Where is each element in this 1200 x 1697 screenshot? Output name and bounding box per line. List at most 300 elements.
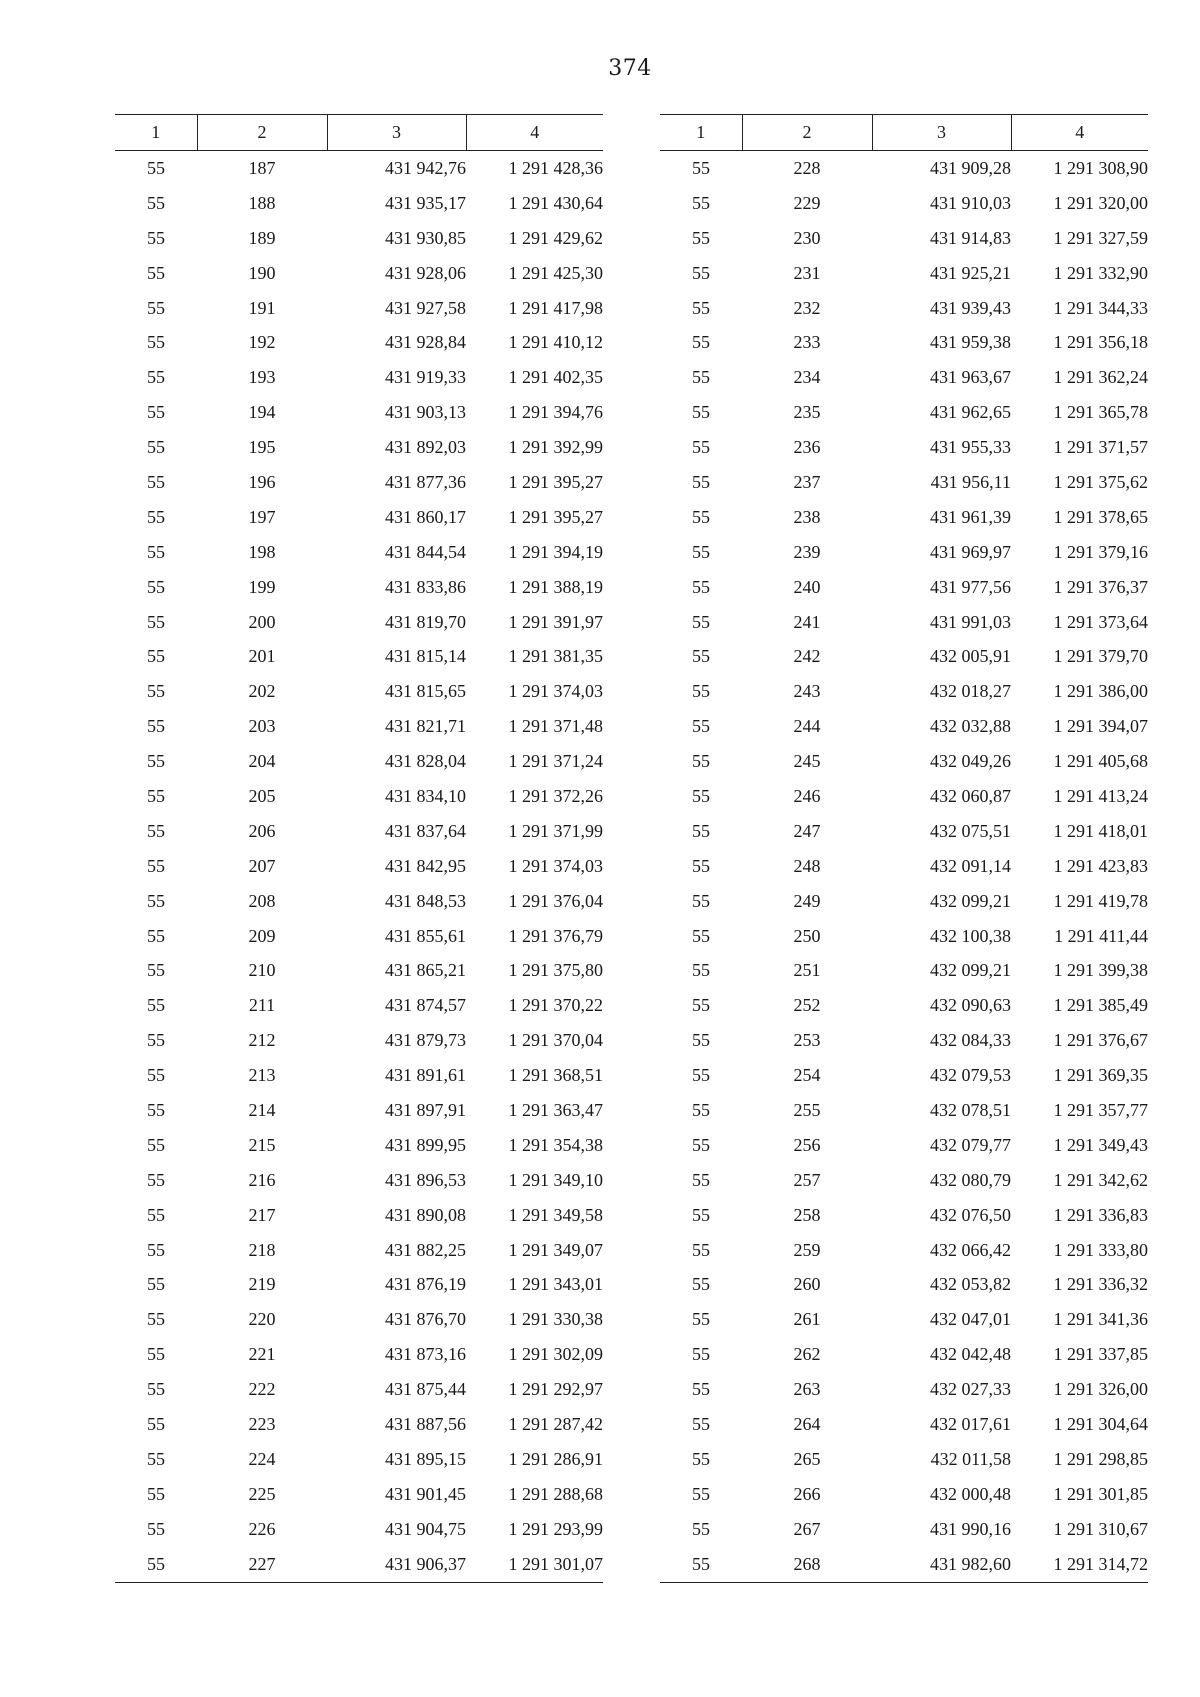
coordinate-x-cell: 431 815,14 [385,646,466,667]
coordinate-x-cell: 431 876,19 [385,1274,466,1295]
coordinate-x-cell: 431 874,57 [385,995,466,1016]
coordinate-x-cell: 431 834,10 [385,785,466,806]
table-row [660,360,1148,395]
coordinate-x-cell: 432 027,33 [930,1379,1011,1400]
point-number-cell: 203 [248,716,276,737]
point-number-cell: 241 [793,611,821,632]
contour-number-cell: 55 [692,1414,710,1434]
table-row [660,884,1148,919]
table-row [660,744,1148,779]
coordinate-y-cell: 1 291 376,37 [1053,576,1148,597]
coordinate-x-cell: 431 833,86 [385,576,466,597]
contour-number-cell: 55 [692,227,710,248]
coordinate-x-cell: 431 925,21 [930,262,1011,283]
coordinate-y-cell: 1 291 376,79 [508,925,603,946]
point-number-cell: 247 [793,820,821,841]
coordinate-x-cell: 432 075,51 [930,820,1011,841]
coordinate-x-cell: 431 977,56 [930,576,1011,597]
coordinate-x-cell: 432 099,21 [930,960,1011,981]
point-number-cell: 253 [793,1030,821,1051]
coordinate-x-cell: 431 909,28 [930,157,1011,178]
coordinate-x-cell: 431 899,95 [385,1134,466,1155]
table-row [660,221,1148,256]
coordinate-x-cell: 432 017,61 [930,1414,1011,1434]
coordinate-y-cell: 1 291 310,67 [1053,1518,1148,1539]
coordinate-y-cell: 1 291 372,26 [508,785,603,806]
coordinate-x-cell: 431 873,16 [385,1344,466,1365]
coordinate-x-cell: 431 865,21 [385,960,466,981]
contour-number-cell: 55 [147,1030,165,1051]
table-row [660,1337,1148,1372]
table-row [115,1512,603,1547]
coordinate-x-cell: 432 018,27 [930,681,1011,702]
point-number-cell: 189 [248,227,276,248]
coordinate-x-cell: 431 891,61 [385,1065,466,1086]
coordinate-y-cell: 1 291 399,38 [1053,960,1148,981]
coordinate-y-cell: 1 291 326,00 [1053,1379,1148,1400]
contour-number-cell: 55 [692,1309,710,1330]
point-number-cell: 188 [248,192,276,213]
coordinate-x-cell: 432 053,82 [930,1274,1011,1295]
table-row [660,674,1148,709]
coordinate-x-cell: 431 821,71 [385,716,466,737]
point-number-cell: 217 [248,1204,276,1225]
coordinate-y-cell: 1 291 425,30 [508,262,603,283]
coordinate-x-cell: 432 066,42 [930,1239,1011,1260]
contour-number-cell: 55 [692,820,710,841]
column-header-4: 4 [466,115,603,151]
coordinate-x-cell: 432 078,51 [930,1099,1011,1120]
point-number-cell: 225 [248,1483,276,1504]
contour-number-cell: 55 [692,646,710,667]
coordinate-x-cell: 431 819,70 [385,611,466,632]
contour-number-cell: 55 [147,1483,165,1504]
page-number: 374 [608,56,652,81]
coordinate-x-cell: 431 855,61 [385,925,466,946]
table-row [115,1163,603,1198]
point-number-cell: 206 [248,820,276,841]
coordinate-y-cell: 1 291 410,12 [508,332,603,353]
point-number-cell: 236 [793,437,821,458]
contour-number-cell: 55 [147,785,165,806]
coordinate-x-cell: 431 927,58 [385,297,466,318]
coordinate-y-cell: 1 291 379,16 [1053,541,1148,562]
point-number-cell: 251 [793,960,821,981]
coordinate-x-cell: 431 903,13 [385,402,466,423]
coordinate-x-cell: 431 896,53 [385,1169,466,1190]
contour-number-cell: 55 [147,1309,165,1330]
coordinate-y-cell: 1 291 395,27 [508,471,603,492]
coordinate-y-cell: 1 291 356,18 [1053,332,1148,353]
coordinate-y-cell: 1 291 375,80 [508,960,603,981]
point-number-cell: 230 [793,227,821,248]
coordinate-x-cell: 431 895,15 [385,1448,466,1469]
coordinate-x-cell: 431 837,64 [385,820,466,841]
coordinate-x-cell: 431 939,43 [930,297,1011,318]
contour-number-cell: 55 [147,681,165,702]
table-row [660,1268,1148,1303]
point-number-cell: 250 [793,925,821,946]
contour-number-cell: 55 [147,890,165,911]
contour-number-cell: 55 [147,1134,165,1155]
contour-number-cell: 55 [692,855,710,876]
contour-number-cell: 55 [692,716,710,737]
coordinate-y-cell: 1 291 365,78 [1053,402,1148,423]
coordinate-y-cell: 1 291 371,24 [508,751,603,772]
coordinate-x-cell: 431 910,03 [930,192,1011,213]
point-number-cell: 219 [248,1274,276,1295]
coordinate-y-cell: 1 291 391,97 [508,611,603,632]
column-header-2: 2 [742,115,872,151]
contour-number-cell: 55 [692,1169,710,1190]
coordinate-y-cell: 1 291 301,85 [1053,1483,1148,1504]
contour-number-cell: 55 [660,1547,742,1582]
coordinate-x-cell: 431 875,44 [385,1379,466,1400]
coordinate-y-cell: 1 291 381,35 [508,646,603,667]
contour-number-cell: 55 [692,1239,710,1260]
point-number-cell: 238 [793,506,821,527]
contour-number-cell: 55 [692,1518,710,1539]
table-row [115,605,603,640]
contour-number-cell: 55 [692,576,710,597]
coordinate-y-cell: 1 291 394,19 [508,541,603,562]
column-header-1: 1 [115,115,197,151]
table-row [115,953,603,988]
table-row [115,1442,603,1477]
point-number-cell: 195 [248,437,276,458]
point-number-cell: 220 [248,1309,276,1330]
contour-number-cell: 55 [692,192,710,213]
table-row [660,779,1148,814]
contour-number-cell: 55 [147,1099,165,1120]
table-row [115,500,603,535]
coordinate-y-cell: 1 291 371,48 [508,716,603,737]
coordinate-y-cell: 1 291 370,22 [508,995,603,1016]
table-row [660,430,1148,465]
table-row [660,151,1148,186]
contour-number-cell: 55 [692,1448,710,1469]
point-number-cell: 218 [248,1239,276,1260]
coordinate-y-cell: 1 291 337,85 [1053,1344,1148,1365]
coordinate-y-cell: 1 291 385,49 [1053,995,1148,1016]
contour-number-cell: 55 [692,1204,710,1225]
coordinate-y-cell: 1 291 293,99 [508,1518,603,1539]
point-number-cell: 259 [793,1239,821,1260]
point-number-cell: 257 [793,1169,821,1190]
coordinate-y-cell: 1 291 405,68 [1053,751,1148,772]
point-number-cell: 191 [248,297,276,318]
coordinate-x-cell: 431 901,45 [385,1483,466,1504]
point-number-cell: 201 [248,646,276,667]
coordinate-x-cell: 431 928,84 [385,332,466,353]
table-row [660,1477,1148,1512]
point-number-cell: 209 [248,925,276,946]
table-row [115,325,603,360]
point-number-cell: 213 [248,1065,276,1086]
table-row [115,814,603,849]
contour-number-cell: 55 [147,1204,165,1225]
table-row [660,570,1148,605]
table-row [115,1023,603,1058]
coordinates-table-right [660,114,1148,1583]
coordinate-y-cell: 1 291 370,04 [508,1030,603,1051]
table-header-row [660,115,1148,151]
coordinate-y-cell: 1 291 333,80 [1053,1239,1148,1260]
point-number-cell: 228 [793,157,821,178]
point-number-cell: 266 [793,1483,821,1504]
table-row [115,779,603,814]
point-number-cell: 226 [248,1518,276,1539]
coordinate-y-cell: 1 291 429,62 [508,227,603,248]
point-number-cell: 211 [248,995,276,1016]
coordinate-y-cell: 1 291 287,42 [508,1414,603,1434]
point-number-cell: 256 [793,1134,821,1155]
column-header-2: 2 [197,115,327,151]
coordinate-x-cell: 432 042,48 [930,1344,1011,1365]
coordinate-x-cell: 432 099,21 [930,890,1011,911]
table-row [660,1512,1148,1547]
point-number-cell: 265 [793,1448,821,1469]
coordinate-y-cell: 1 291 411,44 [1054,925,1148,946]
table-row [115,1477,603,1512]
table-row [115,1372,603,1407]
contour-number-cell: 55 [692,995,710,1016]
coordinate-y-cell: 1 291 395,27 [508,506,603,527]
point-number-cell: 214 [248,1099,276,1120]
point-number-cell: 245 [793,751,821,772]
contour-number-cell: 55 [147,646,165,667]
contour-number-cell: 55 [147,262,165,283]
table-row [660,953,1148,988]
point-number-cell: 192 [248,332,276,353]
contour-number-cell: 55 [692,297,710,318]
table-row [115,465,603,500]
coordinate-y-cell: 1 291 292,97 [508,1379,603,1400]
table-row [115,1337,603,1372]
coordinate-x-cell: 432 060,87 [930,785,1011,806]
coordinate-y-cell: 1 291 376,67 [1053,1030,1148,1051]
point-number-cell: 208 [248,890,276,911]
coordinate-x-cell: 431 890,08 [385,1204,466,1225]
contour-number-cell: 55 [692,332,710,353]
coordinate-x-cell: 431 982,60 [872,1547,1011,1582]
table-row [660,988,1148,1023]
point-number-cell: 215 [248,1134,276,1155]
coordinate-y-cell: 1 291 379,70 [1053,646,1148,667]
table-row [115,360,603,395]
contour-number-cell: 55 [147,820,165,841]
coordinate-y-cell: 1 291 368,51 [508,1065,603,1086]
coordinate-x-cell: 431 842,95 [385,855,466,876]
column-header-3: 3 [327,115,466,151]
table-row [115,639,603,674]
point-number-cell: 193 [248,367,276,388]
table-row [660,1198,1148,1233]
coordinate-y-cell: 1 291 343,01 [508,1274,603,1295]
coordinate-x-cell: 431 930,85 [385,227,466,248]
coordinate-y-cell: 1 291 286,91 [508,1448,603,1469]
contour-number-cell: 55 [147,402,165,423]
coordinate-x-cell: 432 091,14 [930,855,1011,876]
contour-number-cell: 55 [147,332,165,353]
coordinate-x-cell: 431 942,76 [385,157,466,178]
coordinate-x-cell: 431 877,36 [385,471,466,492]
table-row [115,1093,603,1128]
point-number-cell: 205 [248,785,276,806]
contour-number-cell: 55 [147,297,165,318]
coordinate-y-cell: 1 291 304,64 [1053,1414,1148,1434]
coordinate-y-cell: 1 291 314,72 [1011,1547,1148,1582]
point-number-cell: 244 [793,716,821,737]
contour-number-cell: 55 [115,1547,197,1582]
contour-number-cell: 55 [692,890,710,911]
coordinate-y-cell: 1 291 349,58 [508,1204,603,1225]
contour-number-cell: 55 [147,1379,165,1400]
coordinate-y-cell: 1 291 344,33 [1053,297,1148,318]
table-row [660,1372,1148,1407]
table-row [115,430,603,465]
contour-number-cell: 55 [692,541,710,562]
coordinate-x-cell: 431 828,04 [385,751,466,772]
coordinate-y-cell: 1 291 402,35 [508,367,603,388]
contour-number-cell: 55 [147,1414,165,1434]
coordinate-x-cell: 432 080,79 [930,1169,1011,1190]
point-number-cell: 254 [793,1065,821,1086]
table-row [115,570,603,605]
coordinate-y-cell: 1 291 374,03 [508,681,603,702]
point-number-cell: 252 [793,995,821,1016]
coordinate-y-cell: 1 291 302,09 [508,1344,603,1365]
point-number-cell: 234 [793,367,821,388]
coordinate-y-cell: 1 291 332,90 [1053,262,1148,283]
contour-number-cell: 55 [692,262,710,283]
coordinate-x-cell: 432 084,33 [930,1030,1011,1051]
coordinate-y-cell: 1 291 320,00 [1053,192,1148,213]
coordinate-y-cell: 1 291 336,83 [1053,1204,1148,1225]
coordinate-x-cell: 432 047,01 [930,1309,1011,1330]
column-header-1: 1 [660,115,742,151]
table-row [660,1442,1148,1477]
table-row [115,1198,603,1233]
contour-number-cell: 55 [692,402,710,423]
contour-number-cell: 55 [692,506,710,527]
table-row [660,1093,1148,1128]
coordinate-x-cell: 431 860,17 [385,506,466,527]
coordinate-x-cell: 431 815,65 [385,681,466,702]
coordinate-y-cell: 1 291 423,83 [1053,855,1148,876]
table-row [660,291,1148,326]
coordinate-x-cell: 431 955,33 [930,437,1011,458]
point-number-cell: 229 [793,192,821,213]
coordinate-x-cell: 431 844,54 [385,541,466,562]
coordinate-x-cell: 432 000,48 [930,1483,1011,1504]
point-number-cell: 207 [248,855,276,876]
table-row [660,256,1148,291]
contour-number-cell: 55 [147,1065,165,1086]
contour-number-cell: 55 [692,1379,710,1400]
point-number-cell: 187 [248,157,276,178]
table-row [115,256,603,291]
point-number-cell: 237 [793,471,821,492]
contour-number-cell: 55 [692,157,710,178]
table-row [660,395,1148,430]
coordinate-y-cell: 1 291 374,03 [508,855,603,876]
contour-number-cell: 55 [692,1134,710,1155]
point-number-cell: 235 [793,402,821,423]
coordinate-x-cell: 432 005,91 [930,646,1011,667]
table-row [660,1547,1148,1582]
table-row [115,1058,603,1093]
point-number-cell: 190 [248,262,276,283]
coordinate-y-cell: 1 291 362,24 [1053,367,1148,388]
coordinate-y-cell: 1 291 327,59 [1053,227,1148,248]
coordinate-x-cell: 431 897,91 [385,1099,466,1120]
coordinate-y-cell: 1 291 330,38 [508,1309,603,1330]
coordinate-y-cell: 1 291 349,10 [508,1169,603,1190]
table-row [660,1163,1148,1198]
table-row [660,1128,1148,1163]
contour-number-cell: 55 [692,960,710,981]
point-number-cell: 194 [248,402,276,423]
point-number-cell: 197 [248,506,276,527]
table-row [660,919,1148,954]
table-row [115,1302,603,1337]
point-number-cell: 263 [793,1379,821,1400]
point-number-cell: 202 [248,681,276,702]
contour-number-cell: 55 [147,192,165,213]
coordinate-x-cell: 431 904,75 [385,1518,466,1539]
table-row [660,186,1148,221]
coordinate-x-cell: 432 090,63 [930,995,1011,1016]
point-number-cell: 216 [248,1169,276,1190]
table-row [660,814,1148,849]
table-row [115,884,603,919]
contour-number-cell: 55 [147,576,165,597]
table-row [660,465,1148,500]
contour-number-cell: 55 [147,751,165,772]
coordinate-y-cell: 1 291 394,07 [1053,716,1148,737]
coordinate-y-cell: 1 291 388,19 [508,576,603,597]
coordinate-y-cell: 1 291 375,62 [1053,471,1148,492]
column-header-3: 3 [872,115,1011,151]
contour-number-cell: 55 [147,471,165,492]
coordinate-x-cell: 431 919,33 [385,367,466,388]
point-number-cell: 204 [248,751,276,772]
table-row [115,535,603,570]
coordinate-y-cell: 1 291 342,62 [1053,1169,1148,1190]
point-number-cell: 262 [793,1344,821,1365]
table-row [115,291,603,326]
coordinate-x-cell: 432 100,38 [930,925,1011,946]
contour-number-cell: 55 [147,1344,165,1365]
table-row [115,1407,603,1442]
coordinate-x-cell: 431 914,83 [930,227,1011,248]
table-row [115,849,603,884]
coordinate-y-cell: 1 291 349,43 [1053,1134,1148,1155]
contour-number-cell: 55 [692,437,710,458]
contour-number-cell: 55 [692,925,710,946]
coordinate-y-cell: 1 291 349,07 [508,1239,603,1260]
contour-number-cell: 55 [147,995,165,1016]
coordinate-x-cell: 432 079,53 [930,1065,1011,1086]
coordinate-y-cell: 1 291 354,38 [508,1134,603,1155]
coordinate-y-cell: 1 291 376,04 [508,890,603,911]
point-number-cell: 222 [248,1379,276,1400]
coordinate-x-cell: 432 011,58 [930,1448,1011,1469]
point-number-cell: 233 [793,332,821,353]
point-number-cell: 261 [793,1309,821,1330]
point-number-cell: 267 [793,1518,821,1539]
